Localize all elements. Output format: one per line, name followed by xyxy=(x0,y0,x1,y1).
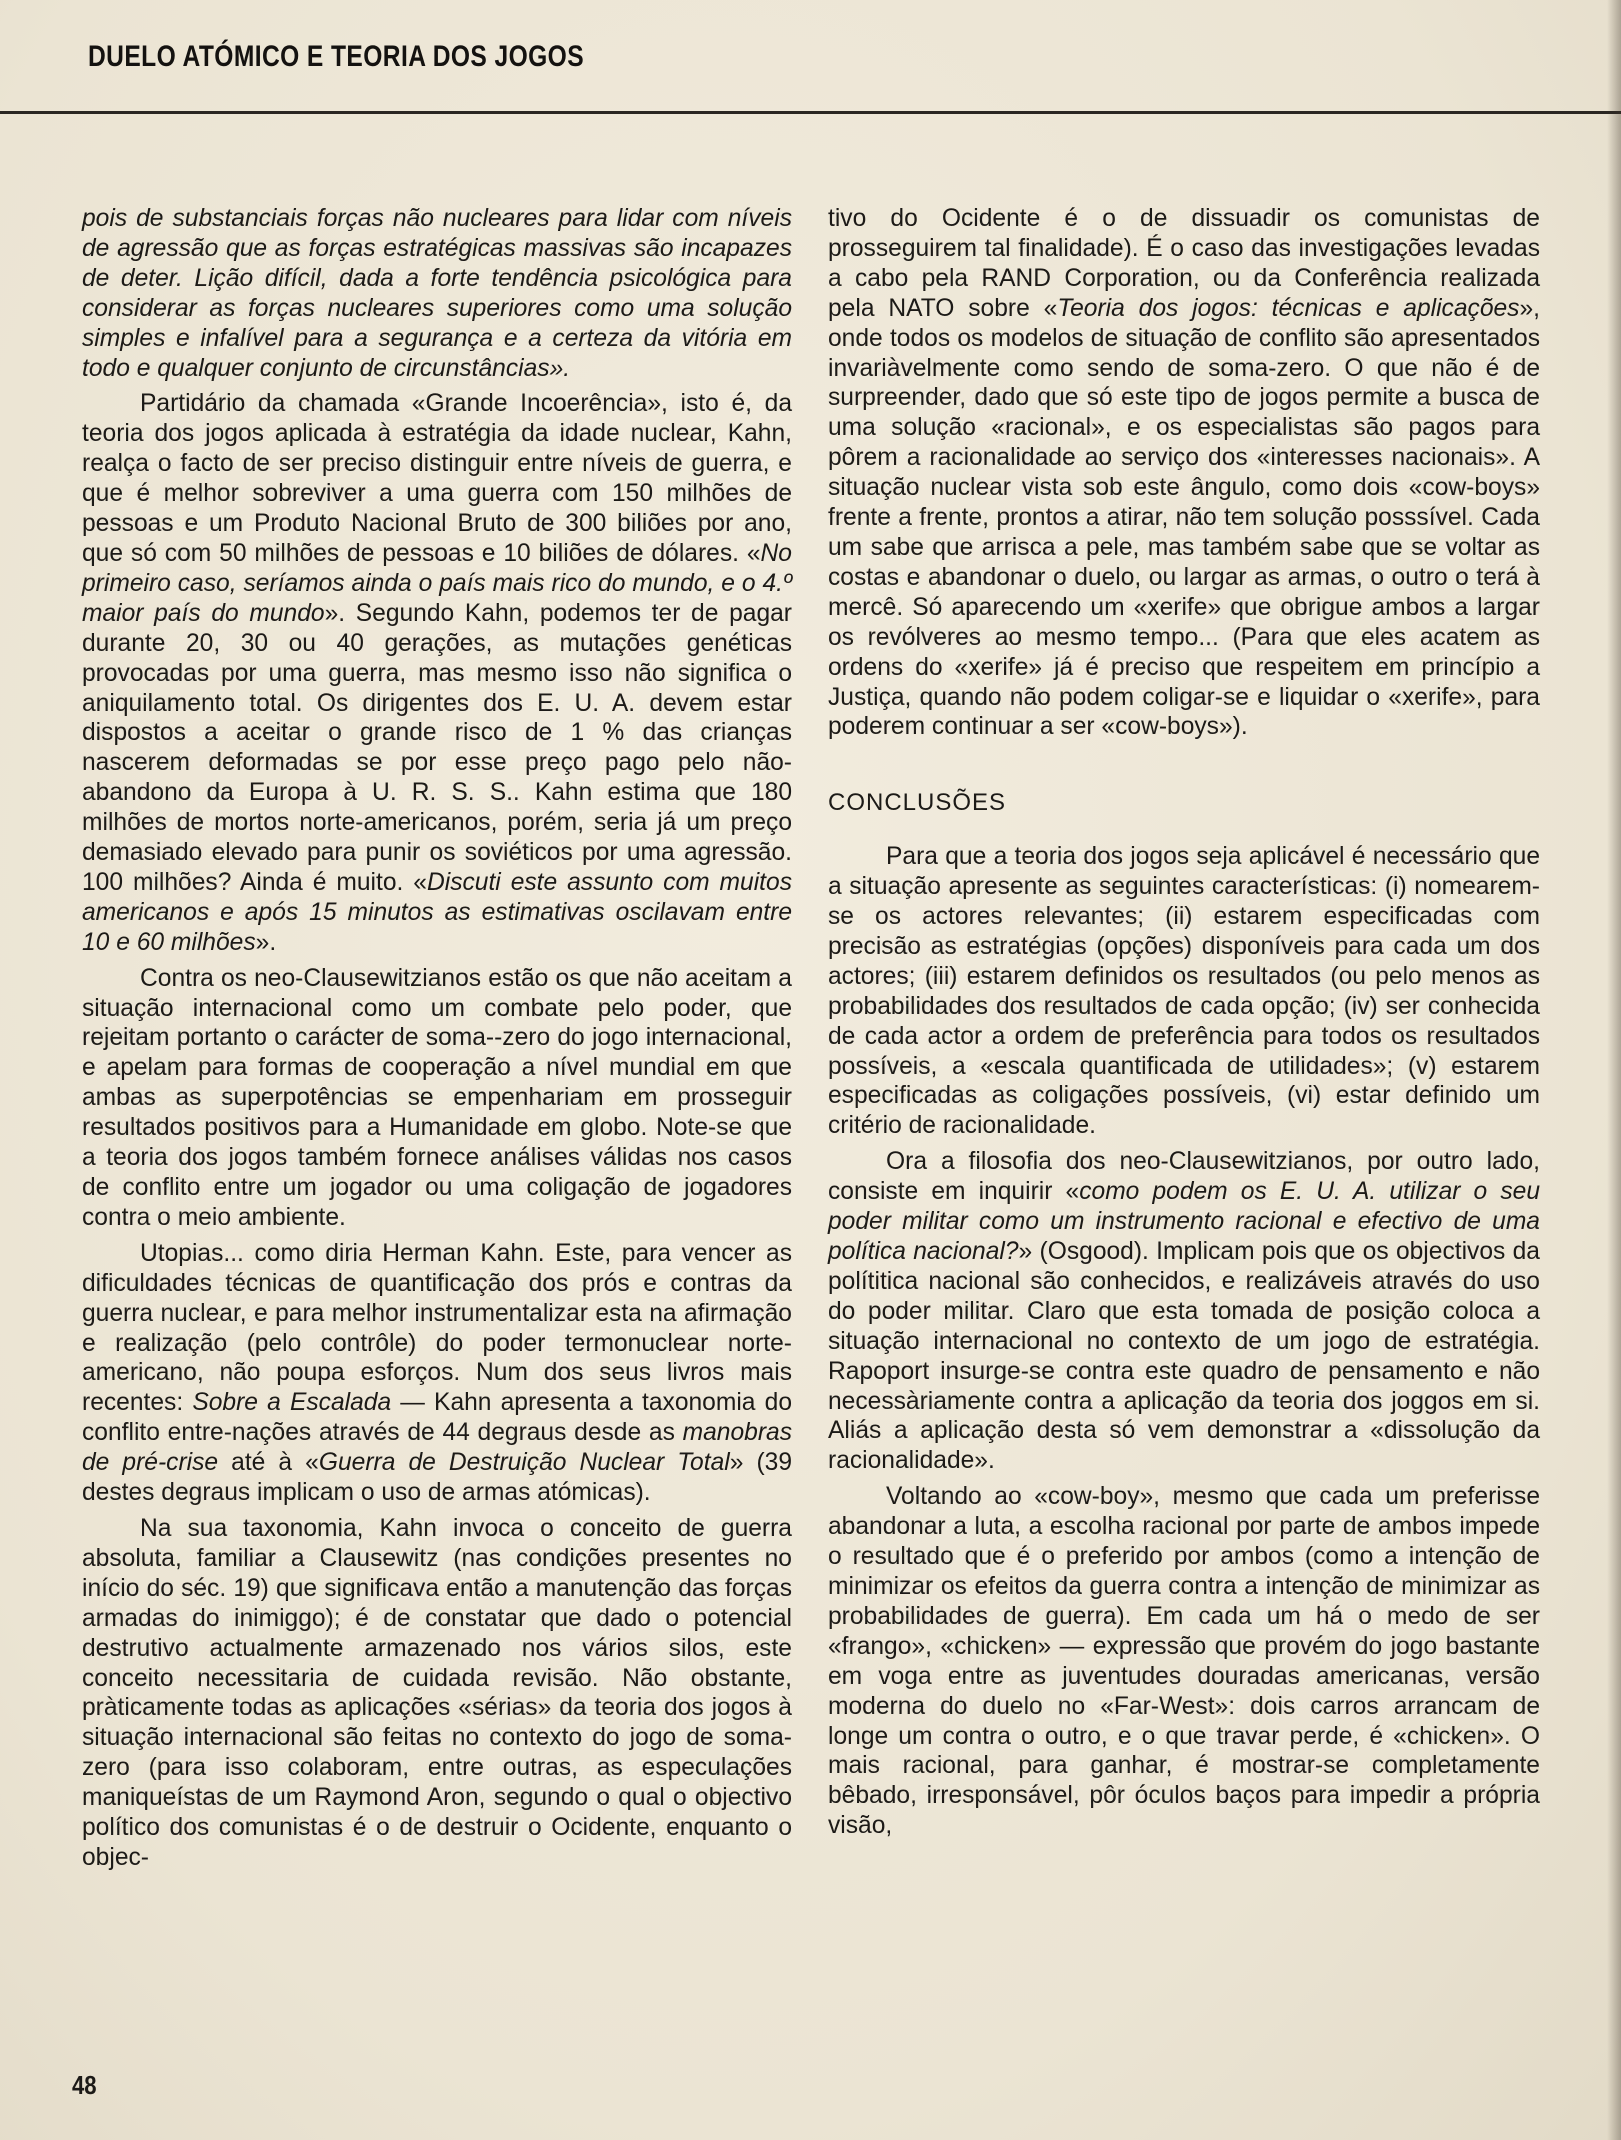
section-heading-conclusoes: CONCLUSÕES xyxy=(828,789,1007,817)
paragraph-utopias xyxy=(82,1239,792,1508)
text-run: Partidário da chamada «Grande Incoerência», isto é, da teoria dos jogos aplicada à estratégia da idade nuclear, Kahn, realça o facto de ser preciso distinguir entre níveis de guerra, e que é melhor sobreviver a uma guerra com 150 milhões de pessoas e um Produto Nacional Bruto de 300 biliões por ano, que só com 50 milhões de pessoas e 10 biliões de dólares. « xyxy=(82,390,792,567)
italic-term: manobras de pré-crise xyxy=(82,1419,792,1477)
text-run: » (39 destes degraus implicam o uso de armas atómicas). xyxy=(82,1449,793,1507)
italic-quote: Discuti este assunto com muitos americanos e após 15 minutos as estimativas oscilavam entre 10 e 60 milhões xyxy=(82,868,792,956)
conference-title: Teoria dos jogos: técnicas e aplicações xyxy=(1057,294,1520,322)
italic-term: Guerra de Destruição Nuclear Total xyxy=(318,1449,730,1477)
page-number: 48 xyxy=(72,2070,97,2100)
text-run: tivo do Ocidente é o de dissuadir os comunistas de prosseguirem tal finalidade). É o caso das investigações levadas a cabo pela RAND Corporation, ou da Conferência realizada pela NATO sobre « xyxy=(828,205,1540,322)
text-run: ». Segundo Kahn, podemos ter de pagar durante 20, 30 ou 40 gerações, as mutações genéticas provocadas por uma guerra, mas mesmo isso não significa o aniquilamento total. Os dirigentes dos E. U. A. devem estar dispostos a aceitar o grande risco de 1 % das crianças nascerem deformadas se por esse preço pago pelo não-abandono da Europa à U. R. S. S.. Kahn estima que 180 milhões de mortos norte-americanos, porém, seria já um preço demasiado elevado para punir os soviéticos por uma agressão. 100 milhões? Ainda é muito. « xyxy=(82,599,792,896)
left-column xyxy=(82,204,792,1873)
text-run: Ora a filosofia dos neo-Clausewitzianos, por outro lado, consiste em inquirir « xyxy=(828,1148,1540,1206)
text-run: Utopias... como diria Herman Kahn. Este, para vencer as dificuldades técnicas de quantificação dos prós e contras da guerra nuclear, e para melhor instrumentalizar esta na afirmação e realização (pelo contrôle) do poder termonuclear norte-americano, não poupa esforços. Num dos seus livros mais recentes: xyxy=(82,1239,792,1417)
text-run: ». xyxy=(255,928,277,956)
italic-quote: No primeiro caso, seríamos ainda o país mais rico do mundo, e o 4.º maior país do mundo xyxy=(82,539,792,627)
right-column xyxy=(828,204,1540,1841)
header-rule xyxy=(0,111,1621,114)
paragraph-quote-continuation: pois de substanciais forças não nucleares para lidar com níveis de agressão que as forças estratégicas massivas são incapazes de deter. Lição difícil, dada a forte tendência psicológica para considerar as forças nucleares superiores como uma solução simples e infalível para a segurança e a certeza da vitória em todo e qualquer conjunto de circunstâncias». xyxy=(82,205,792,382)
text-run: — Kahn apresenta a taxonomia do conflito entre-nações através de 44 degraus desde as xyxy=(82,1389,792,1447)
text-run: », onde todos os modelos de situação de conflito são apresentados invariàvelmente como sendo de soma-zero. O que não é de surpreender, dado que só este tipo de jogos permite a busca de uma solução «racional», e os especialistas são pagos para pôrem a racionalidade ao serviço dos «interesses nacionais». A situação nuclear vista sob este ângulo, como dois «cow-boys» frente a frente, prontos a atirar, não tem solução posssível. Cada um sabe que arrisca a pele, mas também sabe que se voltar as costas e abandonar o duelo, ou largar as armas, o outro o terá à mercê. Só aparecendo um «xerife» que obrigue ambos a largar os revólveres ao mesmo tempo... (Para que eles acatem as ordens do «xerife» já é preciso que respeitem em princípio a Justiça, quando não podem coligar-se e liquidar o «xerife», para poderem continuar a ser «cow-boys»). xyxy=(828,294,1540,741)
text-run: » (Osgood). Implicam pois que os objectivos da polítitica nacional são conhecidos, e realizáveis através do uso do poder militar. Claro que esta tomada de posição coloca a situação internacional no contexto de um jogo de estratégia. Rapoport insurge-se contra este quadro de pensamento e não necessàriamente contra a aplicação da teoria dos joggos em si. Aliás a aplicação desta só vem demonstrar a «dissolução da racionalidade». xyxy=(828,1238,1540,1475)
paragraph-taxonomia: Na sua taxonomia, Kahn invoca o conceito de guerra absoluta, familiar a Clausewitz (nas condições presentes no início do séc. 19) que significava então a manutenção das forças armadas do inimiggo); é de constatar que dado o potencial destrutivo actualmente armazenado nos vários silos, este conceito necessitaria de cuidada revisão. Não obstante, pràticamente todas as aplicações «sérias» da teoria dos jogos à situação internacional são feitas no contexto do jogo de soma-zero (para isso colaboram, entre outras, as especulações maniqueístas de um Raymond Aron, segundo o qual o objectivo político dos comunistas é o de destruir o Ocidente, enquanto o objec- xyxy=(82,1514,792,1871)
italic-quote: como podem os E. U. A. utilizar o seu poder militar como um instrumento racional e efectivo de uma política nacional? xyxy=(828,1178,1540,1265)
paragraph-conditions: Para que a teoria dos jogos seja aplicável é necessário que a situação apresente as seguintes características: (i) nomearem-se os actores relevantes; (ii) estarem especificadas com precisão as estratégias (opções) disponíveis para cada um dos actores; (iii) estarem definidos os resultados (ou pelo menos as probabilidades dos resultados de cada opção; (iv) ser conhecida de cada actor a ordem de preferência para todos os resultados possíveis, a «escala quantificada de utilidades»; (v) estarem especificadas as coligações possíveis, (vi) estar definido um critério de racionalidade. xyxy=(828,843,1540,1140)
paragraph-contra-neo-clausewitzianos: Contra os neo-Clausewitzianos estão os que não aceitam a situação internacional como um combate pelo poder, que rejeitam portanto o carácter de soma--zero do jogo internacional, e apelam para formas de cooperação a nível mundial em que ambas as superpotências se empenhariam em prosseguir resultados positivos para a Humanidade em globo. Note-se que a teoria dos jogos também fornece análises válidas nos casos de conflito entre um jogador ou uma coligação de jogadores contra o meio ambiente. xyxy=(82,964,792,1231)
paragraph-filosofia xyxy=(828,1147,1540,1476)
book-title: Sobre a Escalada xyxy=(192,1389,392,1417)
paragraph-cow-boy: Voltando ao «cow-boy», mesmo que cada um preferisse abandonar a luta, a escolha racional por parte de ambos impede o resultado que é o preferido por ambos (como a intenção de minimizar os efeitos da guerra contra a intenção de minimizar as probabilidades de guerra). Em cada um há o medo de ser «frango», «chicken» — expressão que provém do jogo bastante em voga entre as juventudes douradas americanas, versão moderna do duelo no «Far-West»: dois carros arrancam de longe um contra o outro, e o que travar perde, é «chicken». O mais racional, para ganhar, é mostrar-se completamente bêbado, irresponsável, pôr óculos baços para impedir a própria visão, xyxy=(828,1483,1540,1840)
text-run: até à « xyxy=(218,1449,319,1477)
running-header-title: DUELO ATÓMICO E TEORIA DOS JOGOS xyxy=(88,40,585,73)
paragraph-continuation xyxy=(828,204,1540,742)
paragraph-grande-incoerencia xyxy=(82,389,792,957)
page-edge-shadow xyxy=(1607,0,1621,2140)
